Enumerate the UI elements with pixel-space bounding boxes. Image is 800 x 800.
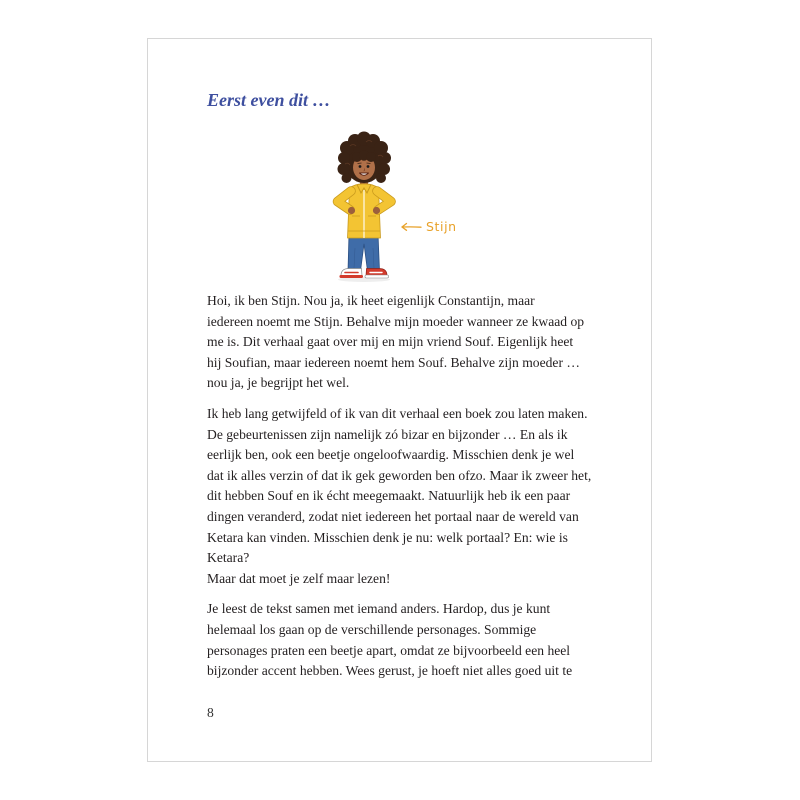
- paragraph-1: [207, 291, 637, 394]
- text-line: dit hebben Souf en ik écht meegemaakt. Natuurlijk heb ik een paar: [207, 488, 571, 504]
- book-page: [147, 38, 652, 762]
- body-text: [207, 291, 637, 692]
- text-line: Hoi, ik ben Stijn. Nou ja, ik heet eigenlijk Constantijn, maar: [207, 293, 535, 308]
- text-line: Ketara?: [207, 550, 250, 566]
- text-line: iedereen noemt me Stijn. Behalve mijn moeder wanneer ze kwaad op: [207, 313, 585, 329]
- text-line: Ik heb lang getwijfeld of ik van dit verhaal een boek zou laten maken.: [207, 405, 588, 421]
- text-line: eerlijk ben, ook een beetje ongeloofwaardig. Misschien denk je wel: [207, 447, 575, 463]
- text-line: personages praten een beetje apart, omdat ze bijvoorbeeld een heel: [207, 642, 571, 658]
- text-line: Maar dat moet je zelf maar lezen!: [207, 570, 391, 586]
- sneakers: [340, 269, 389, 279]
- text-line: Ketara kan vinden. Misschien denk je nu: welk portaal? En: wie is: [207, 529, 568, 545]
- jeans: [348, 234, 380, 271]
- character-pointer: [400, 218, 457, 236]
- page-number: 8: [207, 705, 214, 720]
- text-line: hij Soufian, maar iedereen noemt hem Souf. Behalve zijn moeder …: [207, 354, 580, 370]
- paragraph-2: [207, 404, 637, 589]
- text-line: nou ja, je begrijpt het wel.: [207, 375, 350, 391]
- text-line: helemaal los gaan op de verschillende personages. Sommige: [207, 621, 537, 637]
- text-line: me is. Dit verhaal gaat over mij en mijn vriend Souf. Eigenlijk heet: [207, 334, 574, 350]
- face: [352, 150, 376, 180]
- chapter-title: Eerst even dit …: [207, 90, 331, 110]
- text-line: Je leest de tekst samen met iemand anders. Hardop, dus je kunt: [207, 601, 551, 617]
- text-line: bijzonder accent hebben. Wees gerust, je hoeft niet alles goed uit te: [207, 663, 573, 679]
- arrow-left-icon: [400, 222, 422, 232]
- text-line: dat ik alles verzin of dat ik gek geworden ben ofzo. Maar ik zweer het,: [207, 467, 592, 483]
- character-label: Stijn: [426, 219, 457, 234]
- text-line: De gebeurtenissen zijn namelijk zó bizar en bijzonder … En als ik: [207, 426, 568, 442]
- stijn-illustration: [320, 130, 420, 285]
- text-line: dingen veranderd, zodat niet iedereen het portaal naar de wereld van: [207, 508, 579, 524]
- paragraph-3: [207, 599, 637, 681]
